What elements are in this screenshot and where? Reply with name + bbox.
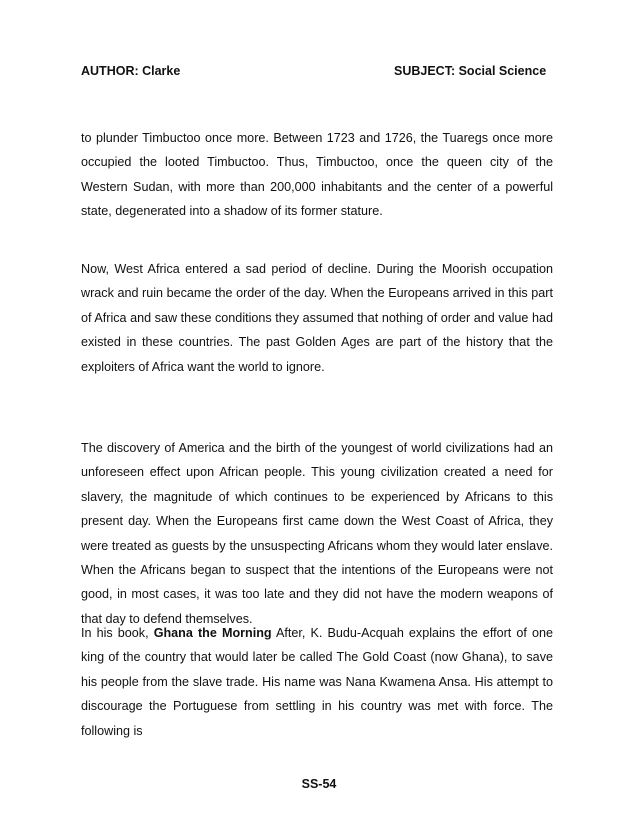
page-number: SS-54 [301,777,337,791]
paragraph-4-lead: In his book, [81,626,154,640]
paragraph-3: The discovery of America and the birth of the youngest of world civilizations had an unforeseen effect upon African people. This young civilization created a need for slavery, the magnitude of which continues to be experienced by Africans to this present day. When the Europeans first came down the West Coast of Africa, they were treated as guests by the unsuspecting Africans whom they would later enslave. When the Africans began to suspect that the intentions of the Europeans were not good, in most cases, it was too late and they did not have the modern weapons of that day to defend themselves. [81,441,553,626]
author-label: AUTHOR: Clarke [81,64,181,78]
paragraph-1: to plunder Timbuctoo once more. Between 1723 and 1726, the Tuaregs once more occupied the looted Timbuctoo. Thus, Timbuctoo, once the queen city of the Western Sudan, with more than 200,000 inhabitants and the center of a powerful state, degenerated into a shadow of its former stature. [81,131,553,219]
paragraph-2: Now, West Africa entered a sad period of decline. During the Moorish occupation wrack and ruin became the order of the day. When the Europeans arrived in this part of Africa and saw these conditions they assumed that nothing of order and value had existed in these countries. The past Golden Ages are part of the history that the exploiters of Africa want the world to ignore. [81,262,553,374]
page-header [81,64,552,84]
subject-label: SUBJECT: Social Science [394,64,547,78]
book-title: Ghana the Morning [153,626,272,640]
paragraph-4 [81,621,553,743]
paragraph-4-rest: After, K. Budu-Acquah explains the effort of one king of the country that would later be called The Gold Coast (now Ghana), to save his people from the slave trade. His name was Nana Kwamena Ansa. His attempt to discourage the Portuguese from settling in his country was met with force. The following is [81,626,553,738]
